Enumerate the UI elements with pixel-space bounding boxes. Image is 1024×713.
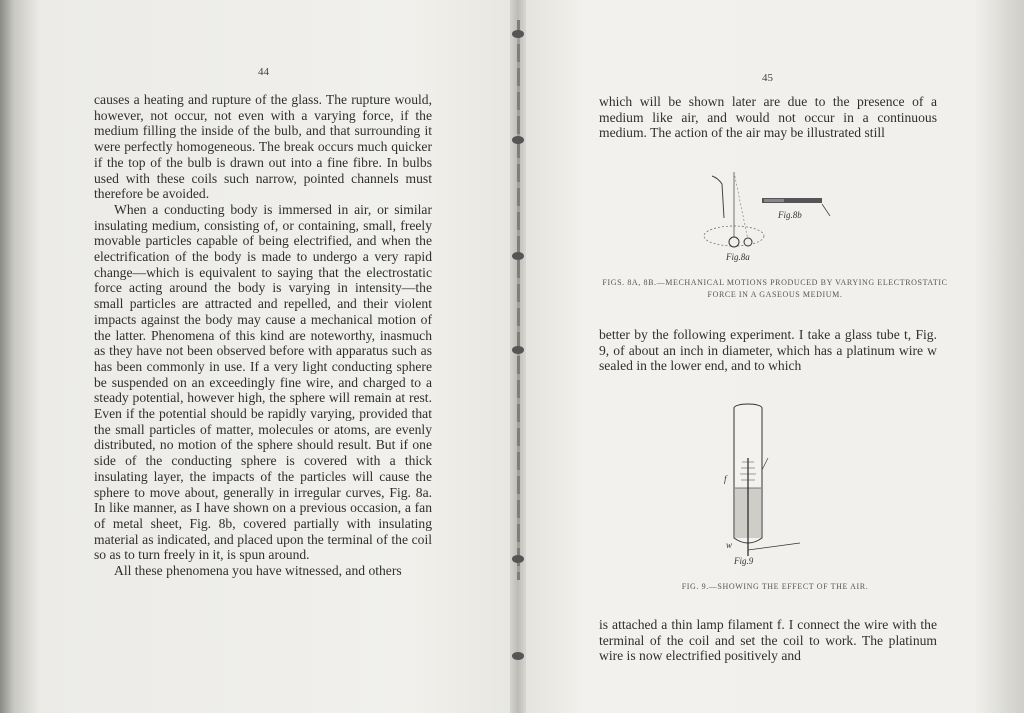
paragraph: is attached a thin lamp filament f. I connect the wire with the terminal of the coil and set the coil to work. The platinum wire is now electrified positively and: [599, 617, 937, 664]
binding-stitch: [512, 555, 524, 563]
figure-9-caption: FIG. 9.—SHOWING THE EFFECT OF THE AIR.: [681, 582, 869, 591]
figure-9-label: Fig.9: [734, 556, 754, 566]
paragraph: better by the following experiment. I take a glass tube t, Fig. 9, of about an inch in diameter, which has a platinum wire w sealed in the lower end, and to which: [599, 327, 937, 374]
left-page-number: 44: [258, 66, 269, 78]
left-page-text: [94, 92, 432, 579]
paragraph: causes a heating and rupture of the glass. The rupture would, however, not occur, not even with a varying force, if the medium filling the inside of the bulb, and that surrounding it were perfectly homogeneous. The break occurs much quicker if the top of the bulb is drawn out into a fine fibre. In bulbs used with these coils such narrow, pointed channels must therefore be avoided.: [94, 92, 432, 202]
binding-thread: [517, 20, 520, 580]
binding-stitch: [512, 252, 524, 260]
binding-stitch: [512, 136, 524, 144]
right-page-text-bottom: [599, 617, 937, 664]
sphere: [729, 237, 739, 247]
figure-8-caption: [560, 277, 990, 301]
figure-8b-label: Fig.8b: [778, 210, 802, 220]
right-page-text-top: [599, 94, 937, 141]
paragraph: All these phenomena you have witnessed, and others: [114, 563, 402, 579]
right-page-number: 45: [762, 72, 773, 84]
binding-stitch: [512, 346, 524, 354]
binding-stitch: [512, 30, 524, 38]
right-page-text-middle: [599, 327, 937, 374]
caption-line: FIGS. 8A, 8B.—MECHANICAL MOTIONS PRODUCED BY VARYING ELECTROSTATIC: [602, 278, 948, 287]
figure-9-illustration: [710, 398, 810, 568]
caption-line: FORCE IN A GASEOUS MEDIUM.: [707, 290, 843, 299]
figure-8a-label: Fig.8a: [726, 252, 750, 262]
figure-9-label-f: f: [724, 474, 727, 484]
paragraph: When a conducting body is immersed in air, or similar insulating medium, consisting of, or containing, small, freely movable particles capable of being electrified, and when the electrification of the body is made to undergo a very rapid change—which is equivalent to saying that the electrostatic force acting around the body is varying in intensity—the small particles are attracted and repelled, and their violent impacts against the body may cause a mechanical motion of the latter. Phenomena of this kind are noteworthy, inasmuch as they have not been observed before with apparatus such as has been commonly in use. If a very light conducting sphere be suspended on an exceedingly fine wire, and charged to a steady potential, however high, the sphere will remain at rest. Even if the potential should be rapidly varying, provided that the small particles of matter, molecules or atoms, are evenly distributed, no motion of the sphere should result. But if one side of the conducting sphere is covered with a thick insulating layer, the impacts of the particles will cause the sphere to move about, generally in irregular curves, Fig. 8a. In like manner, as I have shown on a previous occasion, a fan of metal sheet, Fig. 8b, covered partially with insulating material as indicated, and placed upon the terminal of the coil so as to turn freely in it, is spun around.: [94, 201, 432, 563]
paragraph: which will be shown later are due to the presence of a medium like air, and would not occur in a continuous medium. The action of the air may be illustrated still: [599, 94, 937, 141]
binding-stitch: [512, 652, 524, 660]
figure-9-label-w: w: [726, 540, 733, 550]
figure-8-illustration: [690, 168, 840, 266]
